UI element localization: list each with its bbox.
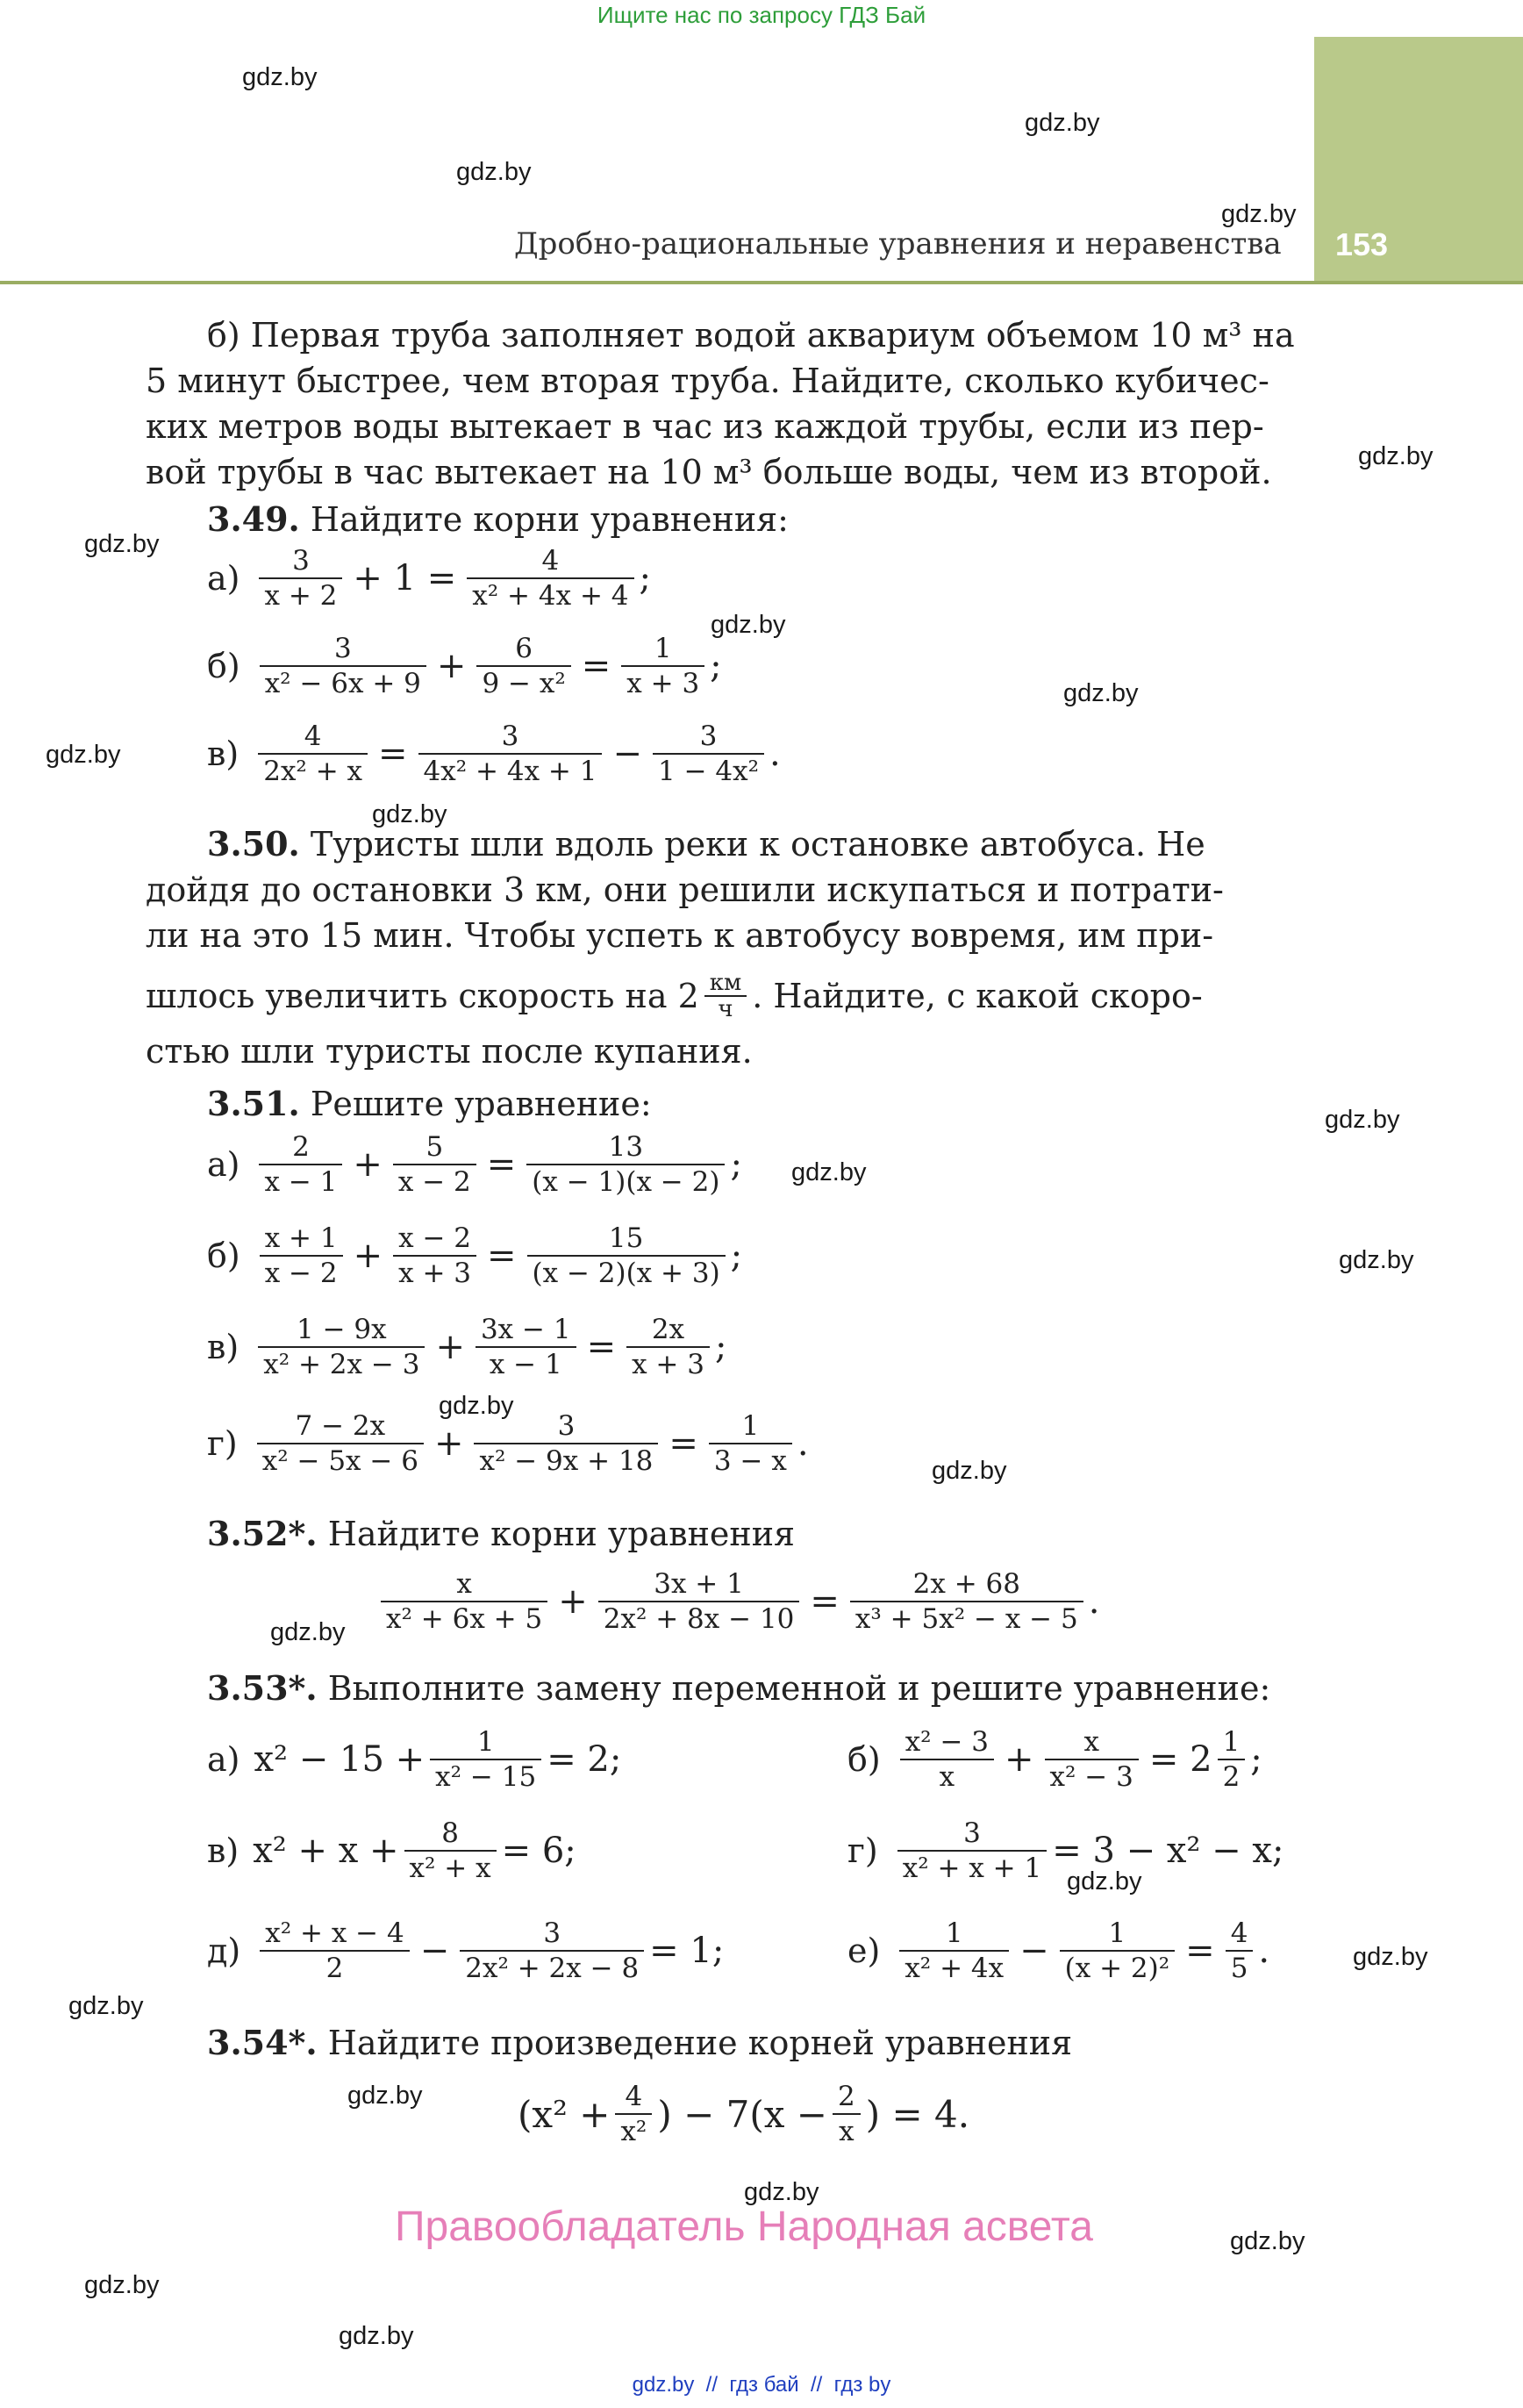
denominator: 2 [260,1950,409,1985]
watermark: gdz.by [84,530,160,558]
operator: + [353,1144,383,1185]
problem-number: 3.49. [207,499,300,539]
numerator: 8 [441,1817,459,1849]
watermark: gdz.by [1025,109,1100,137]
watermark: gdz.by [1221,200,1297,228]
watermark: gdz.by [68,1992,144,2020]
denominator: x² − 6x + 9 [260,665,426,700]
top-banner[interactable]: Ищите нас по запросу ГДЗ Бай [597,2,926,28]
problem-3-51-heading [207,1081,652,1127]
operator: = [486,1144,517,1185]
numerator: x² + x − 4 [265,1917,404,1949]
operator: + [435,1327,465,1367]
numerator: 1 [741,1410,760,1442]
numerator: x² − 3 [905,1726,990,1758]
watermark: gdz.by [84,2271,160,2299]
eq-3-52 [375,1567,1099,1636]
watermark: gdz.by [1067,1867,1142,1896]
problem-3-50-line-2: дойдя до остановки 3 км, они решили искупаться и потрати- [146,871,1224,909]
operator: = [487,1236,517,1276]
problem-3-50-line-4 [146,971,1203,1021]
denominator: x² + x + 1 [897,1850,1047,1885]
footer-links[interactable]: gdz.by // гдз бай // гдз by [632,2373,891,2397]
problem-3-50-line-5: стью шли туристы после купания. [146,1032,753,1071]
denominator: x [833,2113,861,2148]
end-punct: ; [714,1327,727,1367]
unit-numerator: км [709,970,742,996]
problem-number: 3.51. [207,1084,300,1123]
end-punct: ; [710,646,722,686]
end-punct: ; [639,558,651,598]
watermark: gdz.by [744,2178,819,2206]
problem-b-line-3: ких метров воды вытекает в час из каждой трубы, если из пер- [146,407,1264,446]
watermark: gdz.by [1325,1106,1400,1134]
item-label: б) [207,647,240,685]
item-label: в) [207,1328,240,1366]
numerator: 1 [476,1726,495,1758]
denominator: (x − 1)(x − 2) [526,1164,725,1199]
problem-number: 3.52*. [207,1514,318,1553]
item-label: в) [207,1831,240,1870]
numerator: 4 [1230,1917,1248,1949]
denominator: x² − 15 [430,1759,541,1794]
eq-3-51-c [207,1313,726,1381]
numerator: 2x [651,1314,685,1345]
denominator: 5 [1226,1950,1254,1985]
numerator: x [1083,1726,1099,1758]
operator: = [581,646,611,686]
problem-3-49-heading [207,497,789,542]
eq-3-51-d [207,1409,809,1478]
denominator: 2 [1218,1759,1246,1794]
problem-text: Туристы шли вдоль реки к остановке автобуса. Не [299,825,1205,864]
numerator: x + 1 [264,1222,338,1254]
problem-number: 3.50. [207,824,300,864]
problem-text: Выполните замену переменной и решите уравнение: [317,1669,1271,1708]
eq-3-49-b [207,632,722,700]
problem-3-54-heading [207,2020,1072,2066]
numerator: 1 − 9x [297,1314,387,1345]
item-label: г) [207,1424,238,1463]
item-label: в) [207,735,240,773]
item-label: а) [207,1740,240,1779]
numerator: 4 [541,545,560,577]
expression: x² − 15 + [254,1739,425,1780]
numerator: 6 [515,633,533,664]
denominator: x − 2 [393,1164,476,1199]
operator: − [1019,1931,1049,1971]
denominator: x² − 5x − 6 [257,1443,424,1478]
watermark: gdz.by [1353,1943,1428,1971]
numerator: x [456,1568,472,1600]
denominator: x + 3 [626,1346,710,1381]
item-label: г) [847,1831,878,1870]
denominator: 3 − x [709,1443,792,1478]
numerator: x − 2 [398,1222,471,1254]
denominator: (x + 2)² [1060,1950,1176,1985]
watermark: gdz.by [1063,679,1139,707]
watermark: gdz.by [456,158,532,186]
item-label: б) [847,1740,881,1779]
eq-3-54 [518,2080,969,2148]
eq-3-53-a [207,1725,621,1794]
denominator: x − 2 [260,1255,343,1290]
numerator: 3 [557,1410,576,1442]
problem-3-50-line-3: ли на это 15 мин. Чтобы успеть к автобусу вовремя, им при- [146,916,1214,955]
eq-3-49-a [207,544,651,613]
denominator: x² + x [404,1850,497,1885]
numerator: 3 [333,633,352,664]
end-punct: . [1258,1931,1270,1971]
watermark: gdz.by [1230,2227,1305,2255]
watermark: gdz.by [46,741,121,769]
eq-3-53-d [847,1817,1283,1885]
operator: + [353,1236,383,1276]
numerator: 15 [608,1222,644,1254]
problem-3-53-heading [207,1666,1270,1711]
expression: = 1; [649,1931,725,1971]
numerator: 3 [501,720,519,752]
numerator: 7 − 2x [295,1410,386,1442]
operator: = [669,1423,698,1464]
problem-number: 3.54*. [207,2023,318,2062]
eq-3-53-f [847,1917,1269,1985]
denominator: x² − 9x + 18 [474,1443,658,1478]
numerator: 3 [292,545,310,577]
problem-text: Найдите произведение корней уравнения [317,2024,1073,2062]
end-punct: ; [730,1236,743,1276]
expression: = 3 − x² − x; [1052,1831,1284,1871]
numerator: 3 [543,1917,561,1949]
end-punct: . [797,1423,809,1464]
operator: = [378,734,408,774]
item-label: д) [207,1931,241,1970]
item-label: е) [847,1931,881,1970]
denominator: x² − 3 [1045,1759,1139,1794]
header-title: Дробно-рациональные уравнения и неравенства [514,226,1282,262]
problem-text: . Найдите, с какой скоро- [752,977,1203,1015]
expression: ) = 4. [865,2092,970,2136]
denominator: x − 1 [475,1346,576,1381]
expression: (x² + [518,2092,611,2136]
numerator: 4 [625,2081,643,2112]
operator: + [1005,1739,1034,1780]
numerator: 3x + 1 [654,1568,744,1600]
numerator: 1 [654,633,672,664]
watermark: gdz.by [270,1618,346,1646]
watermark: gdz.by [439,1392,514,1420]
watermark: gdz.by [347,2082,423,2110]
operator: − [612,734,642,774]
eq-3-53-b [847,1725,1262,1794]
denominator: x² + 4x [899,1950,1009,1985]
operator: + 1 = [353,558,457,598]
item-label: б) [207,1236,240,1275]
problem-text: Найдите корни уравнения [317,1515,796,1553]
watermark: gdz.by [932,1457,1007,1485]
watermark: gdz.by [711,611,786,639]
operator: = [586,1327,617,1367]
operator: + [558,1581,588,1622]
numerator: 2 [292,1131,310,1163]
operator: + [436,646,467,686]
problem-text: Найдите корни уравнения: [299,500,789,539]
item-label: а) [207,1145,240,1184]
expression: = 6; [501,1831,576,1871]
numerator: 3 [963,1817,981,1849]
denominator: x² + 2x − 3 [258,1346,425,1381]
denominator: 4x² + 4x + 1 [418,753,603,788]
numerator: 13 [608,1131,644,1163]
eq-3-49-c [207,720,781,788]
denominator: x − 1 [259,1164,342,1199]
operator: + [433,1423,464,1464]
problem-3-50-line-1 [207,821,1205,867]
problem-3-52-heading [207,1511,795,1557]
end-punct: ; [730,1144,742,1185]
denominator: x + 2 [259,577,342,613]
watermark: gdz.by [242,63,318,91]
denominator: 1 − 4x² [653,753,764,788]
item-label: а) [207,559,240,598]
eq-3-53-c [207,1817,576,1885]
eq-3-51-b [207,1222,742,1290]
expression: x² + x + [253,1831,399,1871]
problem-text: Решите уравнение: [299,1085,652,1123]
denominator: 2x² + 2x − 8 [460,1950,644,1985]
denominator: x² + 6x + 5 [381,1601,547,1636]
numerator: 1 [1108,1917,1126,1949]
operator: = 2 [1148,1739,1212,1780]
unit-denominator: ч [704,995,747,1021]
problem-b-line-2: 5 минут быстрее, чем вторая труба. Найдите, сколько кубичес- [146,362,1269,400]
denominator: x³ + 5x² − x − 5 [850,1601,1083,1636]
problem-number: 3.53*. [207,1668,318,1708]
denominator: x² + 4x + 4 [467,577,633,613]
numerator: 2 [838,2081,855,2112]
end-punct: . [1088,1581,1100,1622]
numerator: 3 [699,720,718,752]
numerator: 1 [945,1917,963,1949]
watermark: gdz.by [1358,442,1434,470]
operator: − [419,1931,450,1971]
denominator: (x − 2)(x + 3) [527,1255,726,1290]
numerator: 5 [425,1131,444,1163]
denominator: x [900,1759,994,1794]
operator: = [1185,1931,1215,1971]
problem-text: шлось увеличить скорость на 2 [146,977,699,1015]
watermark: gdz.by [1339,1246,1414,1274]
end-punct: ; [1250,1739,1262,1780]
eq-3-51-a [207,1130,742,1199]
denominator: x + 3 [621,665,704,700]
problem-b-line-1: б) Первая труба заполняет водой аквариум объемом 10 м³ на [207,316,1295,355]
operator: = [810,1581,840,1622]
denominator: x + 3 [393,1255,476,1290]
eq-3-53-e [207,1917,724,1985]
copyright-notice: Правообладатель Народная асвета [395,2204,1093,2250]
watermark: gdz.by [791,1158,867,1186]
numerator: 3x − 1 [480,1314,571,1345]
page-number: 153 [1335,226,1389,262]
header-rule [0,281,1523,284]
denominator: 2x² + 8x − 10 [598,1601,800,1636]
expression: = 2; [547,1739,622,1780]
denominator: 2x² + x [258,753,368,788]
watermark: gdz.by [372,800,447,828]
denominator: x² [615,2113,652,2148]
numerator: 1 [1222,1726,1241,1758]
numerator: 2x + 68 [912,1568,1020,1600]
watermark: gdz.by [339,2322,414,2350]
denominator: 9 − x² [476,665,570,700]
expression: ) − 7(x − [657,2092,827,2136]
end-punct: . [769,734,781,774]
numerator: 4 [304,720,322,752]
problem-b-line-4: вой трубы в час вытекает на 10 м³ больше воды, чем из второй. [146,453,1272,491]
